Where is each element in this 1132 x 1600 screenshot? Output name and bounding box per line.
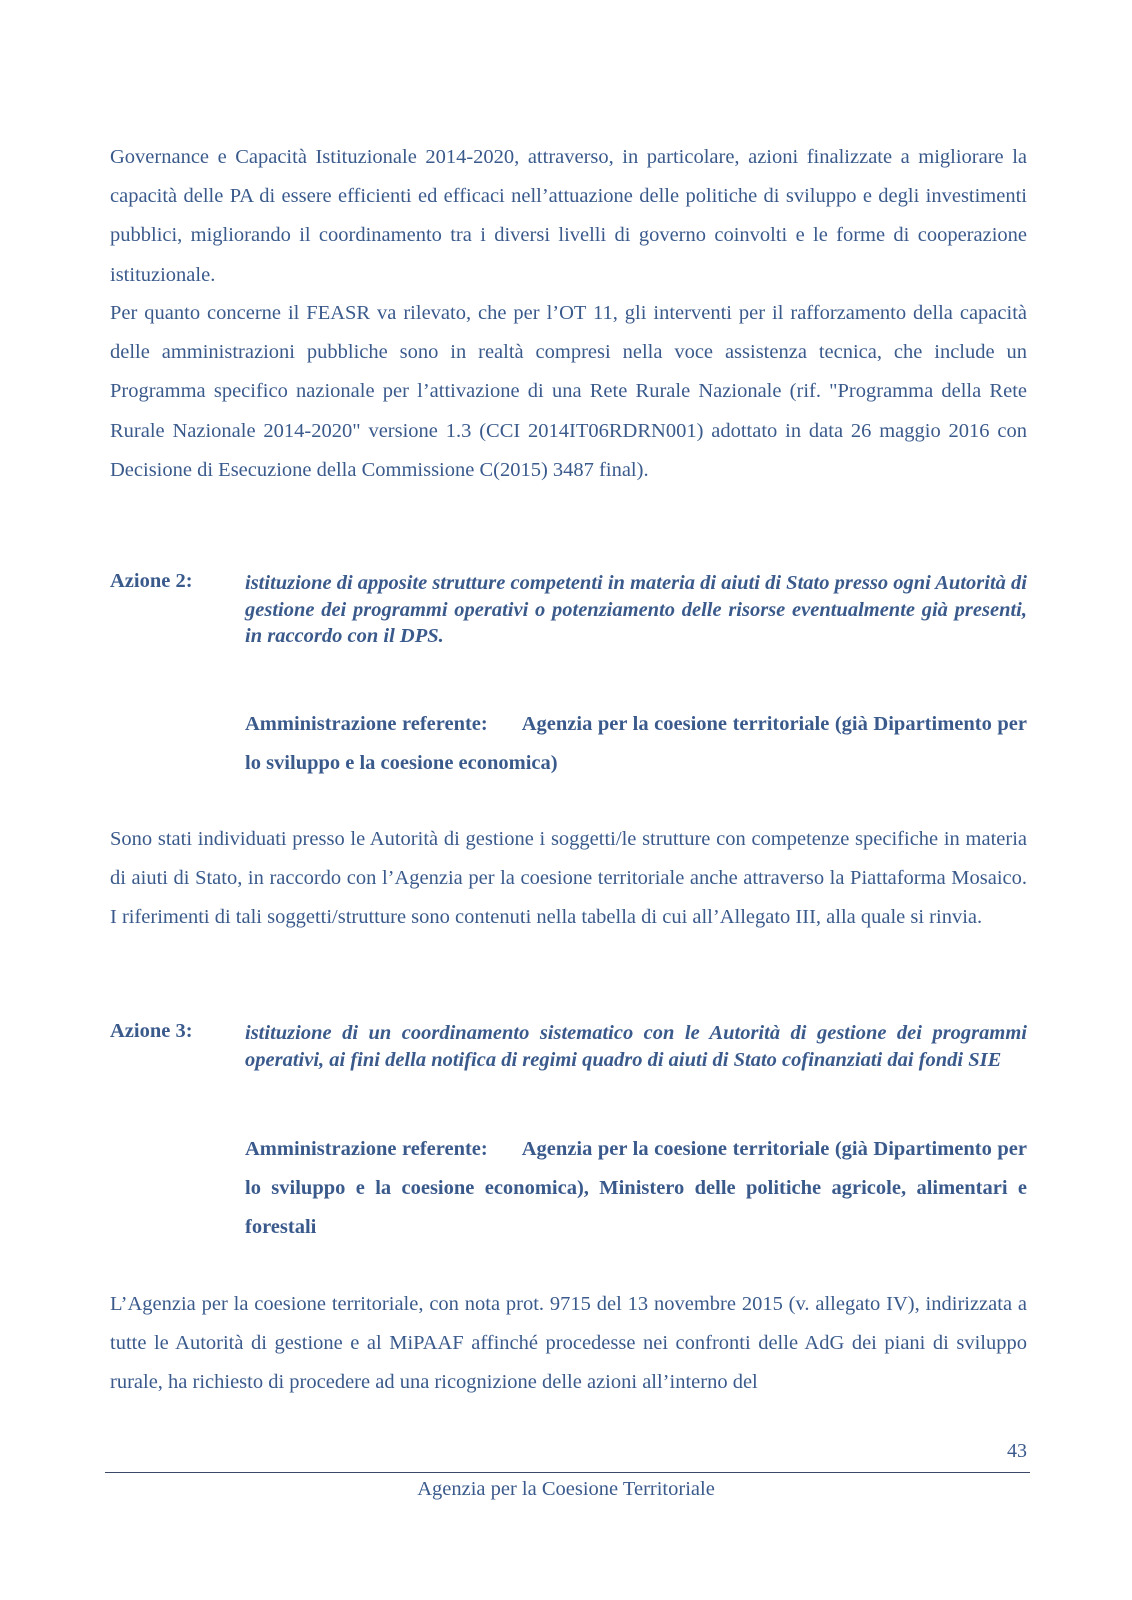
- azione-3-label: Azione 3:: [110, 1020, 193, 1042]
- azione-2-description: istituzione di apposite strutture competenti in materia di aiuti di Stato presso ogni Autorità di gestione dei programmi operativi o potenziamento delle risorse eventualmente già presenti, in raccordo con il DPS.: [245, 572, 1027, 647]
- paragraph-autorita: Sono stati individuati presso le Autorità di gestione i soggetti/le strutture con competenze specifiche in materia di aiuti di Stato, in raccordo con l’Agenzia per la coesione territoriale anche attraverso la Piattaforma Mosaico. I riferimenti di tali soggetti/strutture sono contenuti nella tabella di cui all’Allegato III, alla quale si rinvia.: [110, 828, 1027, 929]
- azione-2-label: Azione 2:: [110, 570, 193, 592]
- azione-3-referente-body: Agenzia per la coesione territoriale (già Dipartimento per lo sviluppo e la coesione economica), Ministero delle politiche agricole, alimentari e forestali: [245, 1138, 1027, 1238]
- azione-2-referente-body: Agenzia per la coesione territoriale (già Dipartimento per lo sviluppo e la coesione economica): [245, 713, 1027, 774]
- page-number: 43: [1007, 1440, 1027, 1462]
- azione-2-referente: [245, 705, 1027, 783]
- azione-3-referente-title: Amministrazione referente:: [245, 1138, 488, 1160]
- paragraph-governance: Governance e Capacità Istituzionale 2014-2020, attraverso, in particolare, azioni finalizzate a migliorare la capacità delle PA di essere efficienti ed efficaci nell’attuazione delle politiche di sviluppo e degli investimenti pubblici, migliorando il coordinamento tra i diversi livelli di governo coinvolti e le forme di cooperazione istituzionale.: [110, 146, 1027, 286]
- azione-3-referente: [245, 1130, 1027, 1247]
- azione-2-referente-title: Amministrazione referente:: [245, 713, 488, 735]
- azione-3-description: istituzione di un coordinamento sistematico con le Autorità di gestione dei programmi operativi, ai fini della notifica di regimi quadro di aiuti di Stato cofinanziati dai fondi SIE: [245, 1022, 1027, 1071]
- paragraph-agenzia-nota: L’Agenzia per la coesione territoriale, con nota prot. 9715 del 13 novembre 2015 (v. allegato IV), indirizzata a tutte le Autorità di gestione e al MiPAAF affinché procedesse nei confronti delle AdG dei piani di sviluppo rurale, ha richiesto di procedere ad una ricognizione delle azioni all’interno del: [110, 1293, 1027, 1394]
- footer-divider: [105, 1472, 1030, 1473]
- paragraph-feasr: Per quanto concerne il FEASR va rilevato, che per l’OT 11, gli interventi per il rafforzamento della capacità delle amministrazioni pubbliche sono in realtà compresi nella voce assistenza tecnica, che include un Programma specifico nazionale per l’attivazione di una Rete Rurale Nazionale (rif. "Programma della Rete Rurale Nazionale 2014-2020" versione 1.3 (CCI 2014IT06RDRN001) adottato in data 26 maggio 2016 con Decisione di Esecuzione della Commissione C(2015) 3487 final).: [110, 302, 1027, 481]
- footer-title: Agenzia per la Coesione Territoriale: [417, 1478, 715, 1500]
